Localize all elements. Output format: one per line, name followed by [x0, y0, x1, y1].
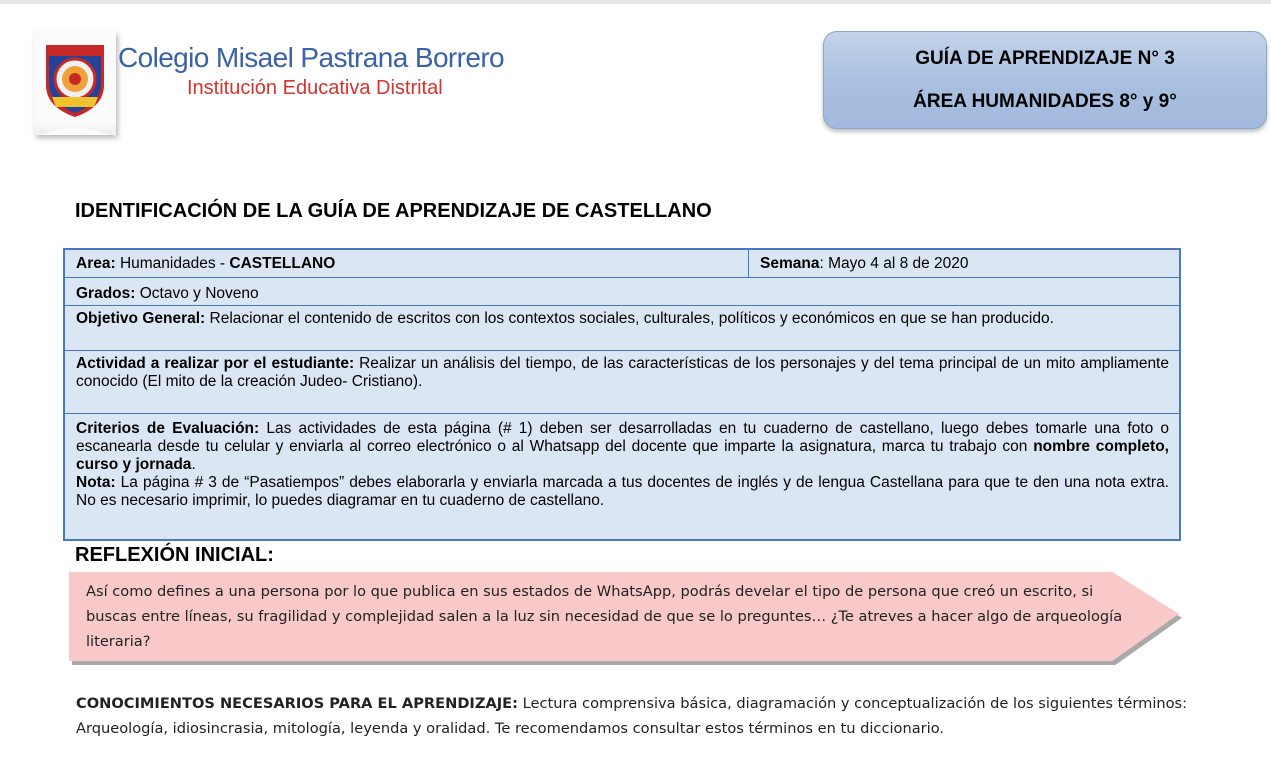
grados-value: Octavo y Noveno — [135, 285, 259, 302]
nota-label: Nota: — [76, 474, 116, 491]
identification-table — [63, 248, 1181, 541]
reflexion-title: REFLEXIÓN INICIAL: — [75, 544, 274, 566]
grados-label: Grados: — [76, 285, 136, 302]
conocimientos-label: CONOCIMIENTOS NECESARIOS PARA EL APRENDIZAJE: — [76, 695, 518, 712]
top-border — [0, 0, 1271, 4]
criterios-value: Las actividades de esta página (# 1) deben ser desarrolladas en tu cuaderno de castellano, luego debes tomarle una foto o escanearla desde tu celular y enviarla al correo electrónico o al Whatsapp del docente que imparte la asignatura, marca tu trabajo con — [76, 420, 1170, 455]
document-title: IDENTIFICACIÓN DE LA GUÍA DE APRENDIZAJE DE CASTELLANO — [75, 200, 712, 222]
guide-title: GUÍA DE APRENDIZAJE N° 3 — [915, 48, 1175, 69]
semana-cell — [760, 255, 1160, 273]
reflexion-callout — [69, 572, 1185, 666]
school-subtitle: Institución Educativa Distrital — [187, 77, 443, 99]
school-name: Colegio Misael Pastrana Borrero — [118, 42, 505, 73]
area-label: Area: — [76, 255, 116, 272]
row-divider — [65, 277, 1179, 278]
criterios-end: . — [191, 456, 196, 473]
conocimientos-paragraph — [76, 691, 1201, 741]
column-divider — [748, 250, 749, 277]
objetivo-cell — [76, 310, 1169, 328]
row-divider — [65, 413, 1179, 414]
criterios-label: Criterios de Evaluación: — [76, 420, 260, 437]
school-crest-icon — [34, 31, 116, 123]
actividad-cell — [76, 355, 1169, 391]
row-divider — [65, 305, 1179, 306]
grados-cell — [76, 285, 1166, 303]
guide-info-box — [823, 31, 1267, 129]
objetivo-value: Relacionar el contenido de escritos con los contextos sociales, culturales, políticos y económicos en que se han producido. — [205, 310, 1054, 327]
row-divider — [65, 350, 1179, 351]
area-value: Humanidades - — [115, 255, 230, 272]
objetivo-label: Objetivo General: — [76, 310, 206, 327]
area-value-bold: CASTELLANO — [229, 255, 336, 272]
actividad-label: Actividad a realizar por el estudiante: — [76, 355, 355, 372]
semana-label: Semana — [760, 255, 820, 272]
area-title: ÁREA HUMANIDADES 8° y 9° — [913, 91, 1177, 112]
school-logo-card — [34, 31, 116, 135]
nota-value: La página # 3 de “Pasatiempos” debes elaborarla y enviarla marcada a tus docentes de inglés y de lengua Castellana para que te den una nota extra. No es necesario imprimir, lo puedes diagramar en tu cuaderno de castellano. — [76, 474, 1169, 509]
actividad-value: Realizar un análisis del tiempo, de las características de los personajes y del tema principal de un mito ampliamente conocido (El mito de la creación Judeo- Cristiano). — [76, 355, 1169, 390]
criterios-cell — [76, 420, 1169, 510]
semana-value: : Mayo 4 al 8 de 2020 — [819, 255, 969, 272]
area-cell — [76, 255, 746, 273]
conocimientos-text: Lectura comprensiva básica, diagramación y conceptualización de los siguientes términos: Arqueología, idiosincrasia, mitología, leyenda y oralidad. Te recomendamos consultar estos términos en tu diccionario. — [76, 695, 1188, 737]
criterios-bold: nombre completo, curso y jornada — [76, 438, 1169, 473]
reflexion-text: Así como defines a una persona por lo que publica en sus estados de WhatsApp, podrás develar el tipo de persona que creó un escrito, si buscas entre líneas, su fragilidad y complejidad salen a la luz sin necesidad de que se lo preguntes… ¿Te atreves a hacer algo de arqueología literaria? — [86, 583, 1123, 650]
